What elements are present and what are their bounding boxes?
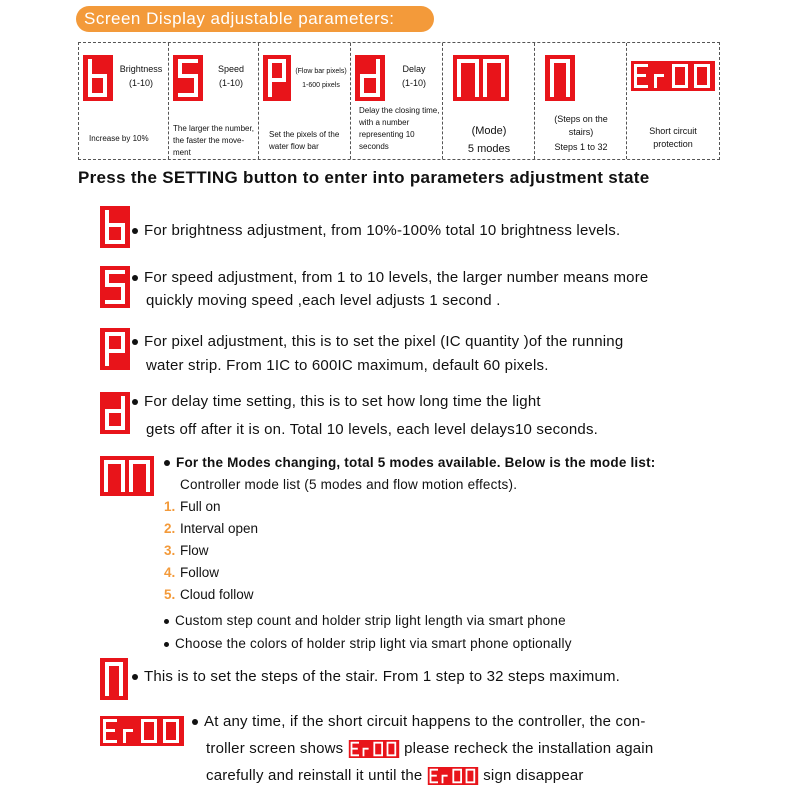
seg-er00-icon — [631, 61, 715, 91]
pixels-range: 1-600 pixels — [302, 82, 340, 89]
bullet-icon — [132, 275, 138, 281]
param-cell-error — [627, 43, 719, 159]
instructions-heading: Press the SETTING button to enter into parameters adjustment state — [78, 168, 650, 187]
delay-item-line1: For delay time setting, this is to set how long time the light — [132, 393, 541, 410]
brightness-desc: Increase by 10% — [89, 134, 149, 143]
mode-list-item: 3. Flow — [164, 543, 209, 558]
error-item-line1: At any time, if the short circuit happens to the controller, the con- — [192, 713, 646, 730]
bullet-icon — [164, 460, 170, 466]
mode-range: 5 modes — [467, 143, 511, 155]
speed-label: Speed — [217, 64, 245, 74]
brightness-item: For brightness adjustment, from 10%-100% total 10 brightness levels. — [132, 222, 620, 239]
seg-d-icon — [100, 392, 130, 434]
pixel-item-line2: water strip. From 1IC to 600IC maximum, default 60 pixels. — [146, 357, 549, 374]
param-cell-brightness — [79, 43, 169, 159]
mode-label: (Mode) — [471, 125, 507, 137]
param-cell-mode — [443, 43, 535, 159]
pixels-desc: Set the pixels of the water flow bar — [269, 130, 340, 151]
seg-s-icon — [100, 266, 130, 308]
seg-m-icon — [453, 55, 509, 101]
pixels-label: (Flow bar pixels) — [295, 68, 347, 75]
param-cell-pixels — [259, 43, 351, 159]
bullet-icon — [192, 719, 198, 725]
bullet-icon — [132, 399, 138, 405]
section-banner: Screen Display adjustable parameters: — [76, 6, 434, 32]
extra-feature-2: Choose the colors of holder strip light via smart phone optionally — [164, 636, 572, 651]
mode-list-item: 2. Interval open — [164, 521, 259, 536]
bullet-icon — [132, 674, 138, 680]
steps-range: Steps 1 to 32 — [554, 142, 608, 152]
parameter-table — [78, 42, 720, 160]
mode-item-line2: Controller mode list (5 modes and flow motion effects). — [180, 477, 518, 492]
seg-b-icon — [83, 55, 113, 101]
speed-desc: The larger the number, the faster the move- ment — [173, 124, 254, 157]
bullet-icon — [132, 228, 138, 234]
seg-er00-icon — [100, 716, 184, 746]
seg-n-icon — [100, 658, 128, 700]
speed-item-line2: quickly moving speed ,each level adjusts 1 second . — [146, 292, 501, 309]
mode-item-line1: For the Modes changing, total 5 modes available. Below is the mode list: — [164, 455, 655, 470]
mode-list-item: 4. Follow — [164, 565, 220, 580]
brightness-label: Brightness — [119, 64, 163, 74]
error-item-line3: carefully and reinstall it until the sign disappear — [206, 767, 584, 784]
seg-d-icon — [355, 55, 385, 101]
param-cell-speed — [169, 43, 259, 159]
seg-p-icon — [263, 55, 291, 101]
extra-feature-1: Custom step count and holder strip light length via smart phone — [164, 613, 566, 628]
delay-desc: Delay the closing time, with a number representing 10 seconds — [359, 106, 440, 151]
param-cell-delay — [351, 43, 443, 159]
seg-b-icon — [100, 206, 130, 248]
param-cell-steps — [535, 43, 627, 159]
bullet-icon — [132, 339, 138, 345]
error-label: Short circuit protection — [649, 126, 697, 149]
seg-er00-icon — [427, 767, 479, 785]
pixel-item-line1: For pixel adjustment, this is to set the pixel (IC quantity )of the running — [132, 333, 623, 350]
speed-range: (1-10) — [218, 78, 243, 88]
error-item-line2: troller screen shows please recheck the installation again — [206, 740, 654, 757]
delay-range: (1-10) — [401, 78, 426, 88]
mode-list-item: 1. Full on — [164, 499, 221, 514]
steps-item: This is to set the steps of the stair. From 1 step to 32 steps maximum. — [132, 668, 620, 685]
seg-m-icon — [100, 456, 154, 496]
seg-er00-icon — [348, 740, 400, 758]
bullet-icon — [164, 619, 169, 624]
steps-label: (Steps on the stairs) — [554, 114, 608, 137]
seg-s-icon — [173, 55, 203, 101]
delay-item-line2: gets off after it is on. Total 10 levels, each level delays10 seconds. — [146, 421, 599, 438]
mode-list-item: 5. Cloud follow — [164, 587, 254, 602]
delay-label: Delay — [402, 64, 426, 74]
brightness-range: (1-10) — [128, 78, 153, 88]
bullet-icon — [164, 642, 169, 647]
speed-item-line1: For speed adjustment, from 1 to 10 levels, the larger number means more — [132, 269, 648, 286]
seg-p-icon — [100, 328, 130, 370]
seg-n-icon — [545, 55, 575, 101]
